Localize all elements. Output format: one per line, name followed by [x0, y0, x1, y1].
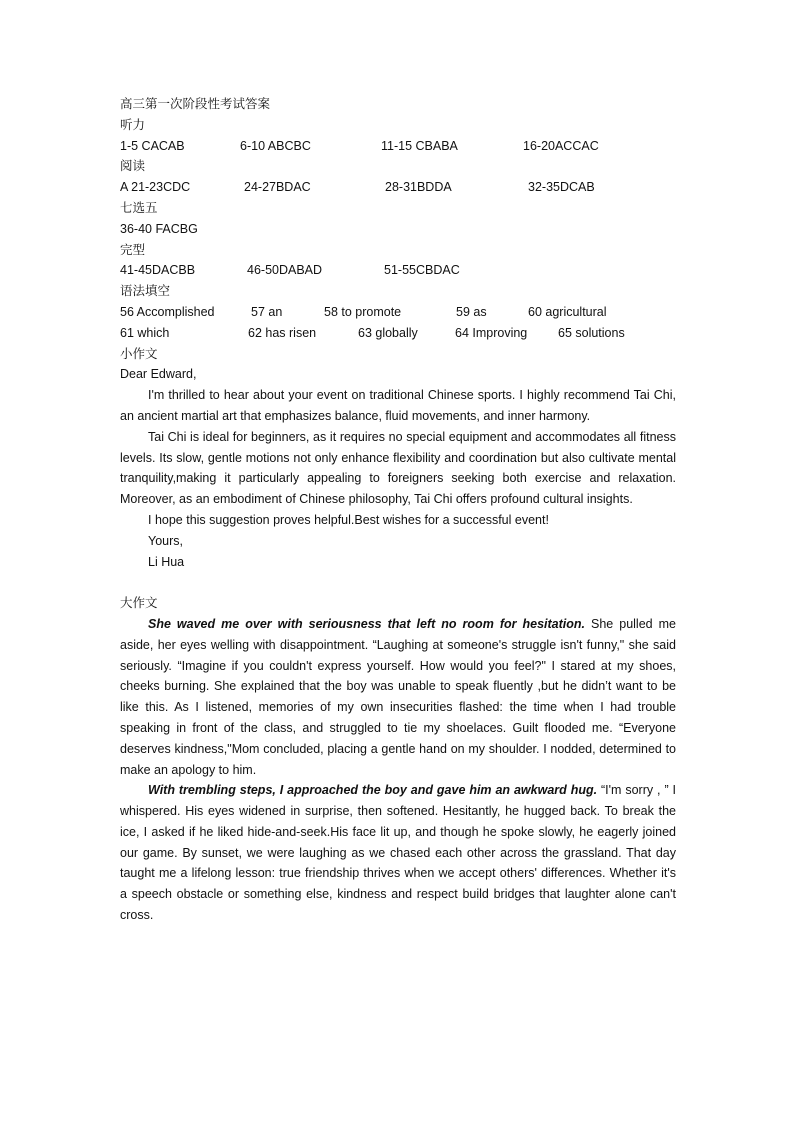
- answer-group: 41-45DACBB: [120, 263, 196, 278]
- seven-choose-five-answer: 36-40 FACBG: [120, 221, 198, 236]
- letter-paragraph: I'm thrilled to hear about your event on traditional Chinese sports. I highly recommend Tai Chi, an ancient martial art that emphasizes balance, fluid movements, and inner harmony.: [120, 388, 676, 423]
- letter-paragraph: I hope this suggestion proves helpful.Best wishes for a successful event!: [148, 512, 549, 527]
- answer-item: 57 an: [251, 304, 283, 319]
- answer-group: A 21-23CDC: [120, 180, 191, 195]
- essay-paragraph: [120, 614, 676, 780]
- cloze-heading: 完型: [120, 242, 146, 257]
- paragraph-body: “I'm sorry , ” I whispered. His eyes widened in surprise, then softened. Hesitantly, he hugged back. To break the ice, I asked if he liked hide-and-seek.His face lit up, and though he spoke slowly, he eagerly joined our game. By sunset, we were laughing as we chased each other across the grassland. That day taught me a lifelong lesson: true friendship thrives when we accept others' differences. Whether it's a speech obstacle or something else, kindness and respect build bridges that laughter alone can't cross.: [120, 783, 676, 923]
- listening-answers: [120, 136, 676, 157]
- paragraph-body: She pulled me aside, her eyes welling with disappointment. “Laughing at someone's struggle isn't funny," she said seriously. “Imagine if you couldn't express yourself. How would you feel?" I stared at my shoes, cheeks burning. She explained that the boy was unable to speak fluently ,but he didn’t want to be like this. As I listened, memories of my own insecurities flashed: the time when I had trouble speaking in front of the class, and struggled to tie my shoelaces. Guilt flooded me. “Everyone deserves kindness,"Mom concluded, placing a gentle hand on my shoulder. I nodded, determined to make an apology to him.: [120, 616, 676, 777]
- paragraph-lead-sentence: With trembling steps, I approached the boy and gave him an awkward hug.: [148, 783, 598, 798]
- grammar-heading: 语法填空: [120, 284, 171, 299]
- letter-salutation: Dear Edward,: [120, 367, 197, 382]
- grammar-answers-row: [120, 302, 676, 323]
- answer-group: 16-20ACCAC: [523, 138, 599, 153]
- answer-item: 61 which: [120, 325, 170, 340]
- answer-item: 65 solutions: [558, 325, 625, 340]
- answer-item: 59 as: [456, 304, 487, 319]
- answer-item: 60 agricultural: [528, 304, 607, 319]
- paragraph-lead-sentence: She waved me over with seriousness that left no room for hesitation.: [148, 616, 585, 631]
- page-title: 高三第一次阶段性考试答案: [120, 97, 271, 111]
- cloze-answers: [120, 260, 676, 281]
- answer-group: 11-15 CBABA: [381, 138, 458, 153]
- grammar-answers-row: [120, 323, 676, 344]
- answer-group: 51-55CBDAC: [384, 263, 460, 278]
- answer-item: 58 to promote: [324, 304, 402, 319]
- reading-heading: 阅读: [120, 159, 146, 174]
- section-spacer: [120, 572, 676, 593]
- answer-item: 64 Improving: [455, 325, 528, 340]
- answer-item: 56 Accomplished: [120, 304, 215, 319]
- letter-paragraph: Tai Chi is ideal for beginners, as it requires no special equipment and accommodates all fitness levels. Its slow, gentle motions not only enhance flexibility and coordination but also cultivate mental tranquility,making it particularly appealing to foreigners seeking both exercise and relaxation. Moreover, as an embodiment of Chinese philosophy, Tai Chi offers profound cultural insights.: [120, 429, 676, 507]
- answer-group: 24-27BDAC: [244, 180, 311, 195]
- letter-closing: Yours,: [148, 533, 183, 548]
- answer-group: 46-50DABAD: [247, 263, 323, 278]
- listening-heading: 听力: [120, 117, 146, 132]
- answer-item: 62 has risen: [248, 325, 317, 340]
- answer-group: 32-35DCAB: [528, 180, 595, 195]
- letter-signature: Li Hua: [148, 554, 185, 569]
- reading-answers: [120, 177, 676, 198]
- short-writing-heading: 小作文: [120, 346, 158, 361]
- answer-group: 28-31BDDA: [385, 180, 452, 195]
- essay-paragraph: [120, 780, 676, 926]
- long-writing-heading: 大作文: [120, 596, 158, 611]
- answer-group: 6-10 ABCBC: [240, 138, 311, 153]
- answer-group: 1-5 CACAB: [120, 138, 185, 153]
- seven-choose-five-heading: 七选五: [120, 200, 158, 215]
- answer-item: 63 globally: [358, 325, 418, 340]
- answer-sheet: [120, 94, 676, 926]
